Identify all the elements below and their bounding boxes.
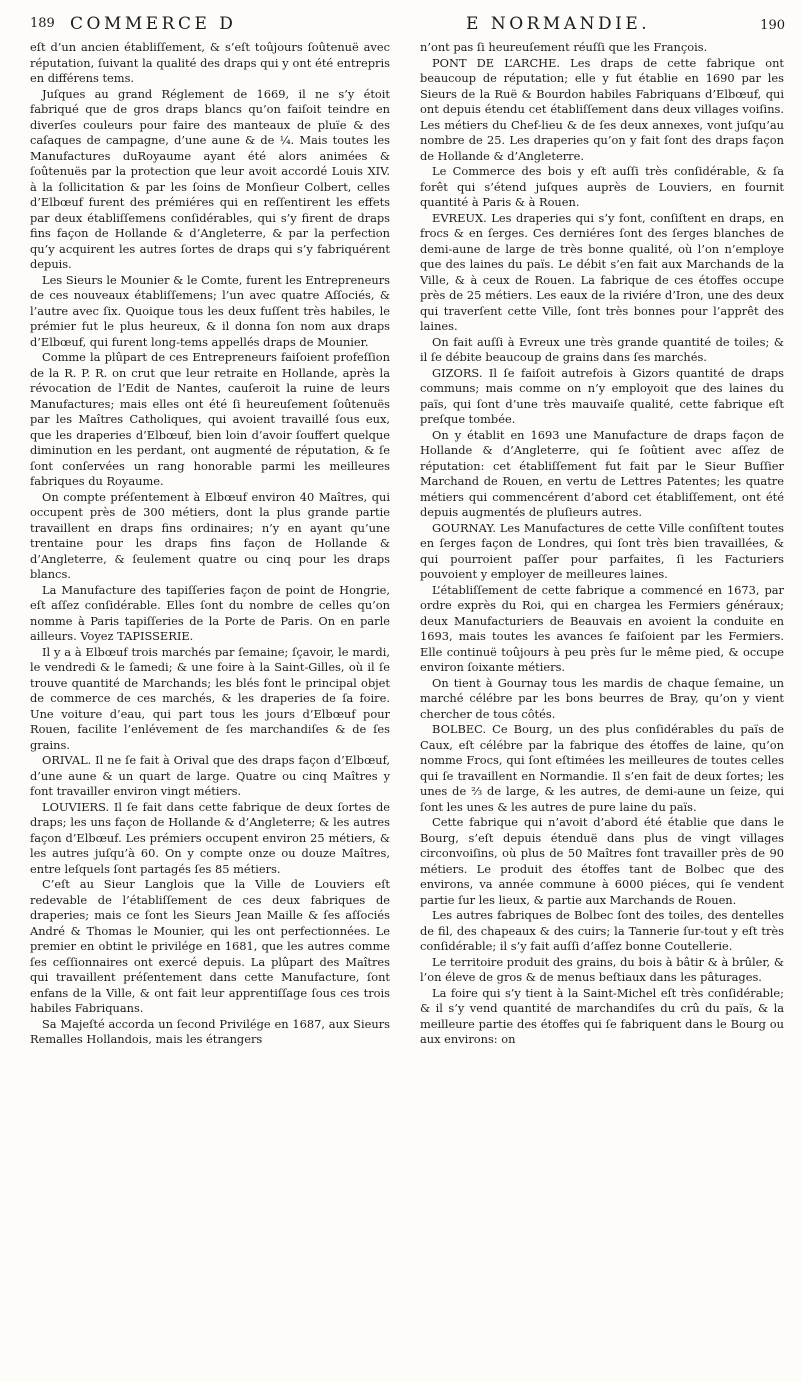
paragraph: Comme la plûpart de ces Entrepreneurs faiſoient profeſſion de la R. P. R. on crut que leur retraite en Hollande, après la révocation de l’Edit de Nantes, cauſeroit la ruine de leurs Manufactures; mais elles ont été ſi heureuſement ſoûtenuës par les Maîtres Catholiques, qui avoient travaillé ſous eux, que les draperies d’Elbœuf, bien loin d’avoir ſouffert quelque diminution en les perdant, ont augmenté de réputation, & ſe ſont conſervées un rang honorable parmi les meilleures fabriques du Royaume. (30, 350, 390, 488)
paragraph: La Manufacture des tapiſſeries façon de point de Hongrie, eſt aſſez conſidérable. Elles ſont du nombre de celles qu’on nomme à Paris tapiſſeries de la Porte de Paris. On en parle ailleurs. Voyez TAPISSERIE. (30, 582, 390, 643)
paragraph: GOURNAY. Les Manufactures de cette Ville conſiſtent toutes en ſerges façon de Londres, qui ſont très bien travaillées, & qui pourroient paſſer pour parfaites, ſi les Facturiers pouvoient y employer de meilleures laines. (420, 520, 784, 581)
paragraph: Il y a à Elbœuf trois marchés par ſemaine; ſçavoir, le mardi, le vendredi & le ſamedi; & une foire à la Saint-Gilles, où il ſe trouve quantité de Marchands; les blés font le principal objet de commerce de ces marchés, & les draperies de ſa foire. Une voiture d’eau, qui part tous les jours d’Elbœuf pour Rouen, facilite l’enlévement de ſes marchandiſes & de ſes grains. (30, 644, 390, 752)
paragraph: BOLBEC. Ce Bourg, un des plus conſidérables du païs de Caux, eſt célébre par la fabrique des étoffes de laine, qu’on nomme Frocs, qui ſont eſtimées les meilleures de toutes celles qui ſe travaillent en Normandie. Il s’en fait de deux ſortes; les unes de ⅔ de large, & les autres, de demi-aune un ſeize, qui ſont les unes & les autres de pure laine du païs. (420, 722, 784, 814)
running-title-right: E NORMANDIE. (466, 14, 651, 34)
running-title-left: COMMERCE D (70, 14, 237, 34)
paragraph: ORIVAL. Il ne ſe fait à Orival que des draps façon d’Elbœuf, d’une aune & un quart de large. Quatre ou cinq Maîtres y font travailler environ vingt métiers. (30, 753, 390, 798)
paragraph: On tient à Gournay tous les mardis de chaque ſemaine, un marché célébre par les bons beurres de Bray, qu’on y vient chercher de tous côtés. (420, 675, 784, 721)
paragraph: On compte préſentement à Elbœuf environ 40 Maîtres, qui occupent près de 300 métiers, dont la plus grande partie travaillent en draps fins ordinaires; n’y en ayant qu’une trentaine pour les draps fins façon de Hollande & d’Angleterre, & ſeulement quatre ou cinq pour les draps blancs. (30, 489, 390, 581)
running-head (30, 14, 785, 38)
page-number-right: 190 (760, 18, 785, 33)
paragraph: Les autres fabriques de Bolbec ſont des toiles, des dentelles de fil, des chapeaux & des cuirs; la Tannerie ſur-tout y eſt très conſidérable; il s’y fait auſſi d’aſſez bonne Coutellerie. (420, 908, 784, 953)
paragraph: On fait auſſi à Evreux une très grande quantité de toiles; & il ſe débite beaucoup de grains dans ſes marchés. (420, 334, 784, 364)
paragraph: Juſques au grand Réglement de 1669, il ne s’y étoit fabriqué que de gros draps blancs qu’on faiſoit teindre en diverſes couleurs pour faire des manteaux de pluïe & des caſaques de campagne, d’une aune & de ¼. Mais toutes les Manufactures duRoyaume ayant été alors animées & ſoûtenuës par la protection que leur avoit accordé Louis XIV. à la ſollicitation & par les ſoins de Monſieur Colbert, celles d’Elbœuf furent des prémiéres qui en reſſentirent les effets par deux établiſſemens conſidérables, qui s’y firent de draps fins façon de Hollande & d’Angleterre, & par la perfection qu’y acquirent les autres ſortes de draps qui s’y fabriquérent depuis. (30, 86, 390, 271)
paragraph: PONT DE L’ARCHE. Les draps de cette fabrique ont beaucoup de réputation; elle y fut établie en 1690 par les Sieurs de la Ruë & Bourdon habiles Fabriquans d’Elbœuf, qui ont depuis étendu cet établiſſement dans deux villages voiſins. Les métiers du Chef-lieu & de ſes deux annexes, vont juſqu’au nombre de 25. Les draperies qu’on y fait ſont des draps façon de Hollande & d’Angleterre. (420, 55, 784, 163)
paragraph: Sa Majeſté accorda un ſecond Privilége en 1687, aux Sieurs Remalles Hollandois, mais les étrangers (30, 1016, 390, 1046)
paragraph: Cette fabrique qui n’avoit d’abord été établie que dans le Bourg, s’eſt depuis étenduë dans plus de vingt villages circonvoiſins, où plus de 50 Maîtres font travailler près de 90 métiers. Le produit des étoffes tant de Bolbec que des environs, va année commune à 6000 piéces, qui ſe vendent partie ſur les lieux, & partie aux Marchands de Rouen. (420, 815, 784, 907)
paragraph: Les Sieurs le Mounier & le Comte, furent les Entrepreneurs de ces nouveaux établiſſemens; l’un avec quatre Aſſociés, & l’autre avec ſix. Quoique tous les deux fuſſent très habiles, le prémier fut le plus heureux, & il donna ſon nom aux draps d’Elbœuf, qui furent long-tems appellés draps de Mounier. (30, 272, 390, 349)
paragraph: EVREUX. Les draperies qui s’y font, conſiſtent en draps, en frocs & en ſerges. Ces derniéres ſont des ſerges blanches de demi-aune de large de très bonne qualité, où l’on n’employe que des laines du païs. Le débit s’en fait aux Marchands de la Ville, & à ceux de Rouen. La fabrique de ces étoffes occupe près de 25 métiers. Les eaux de la riviére d’Iron, une des deux qui traverſent cette Ville, ſont très bonnes pour l’apprêt des laines. (420, 210, 784, 333)
paragraph: Le territoire produit des grains, du bois à bâtir & à brûler, & l’on éleve de gros & de menus beſtiaux dans les pâturages. (420, 954, 784, 984)
paragraph: On y établit en 1693 une Manufacture de draps façon de Hollande & d’Angleterre, qui ſe ſoûtient avec aſſez de réputation: cet établiſſement fut fait par le Sieur Buſſier Marchand de Rouen, en vertu de Lettres Patentes; les quatre métiers qui commencérent d’abord cet établiſſement, ont été depuis augmentés de pluſieurs autres. (420, 427, 784, 519)
paragraph: n’ont pas ſi heureuſement réuſſi que les François. (420, 40, 708, 54)
paragraph: La foire qui s’y tient à la Saint-Michel eſt très conſidérable; & il s’y vend quantité de marchandiſes du crû du païs, & la meilleure partie des étoffes qui ſe fabriquent dans le Bourg ou aux environs: on (420, 985, 784, 1046)
page-number-left: 189 (30, 16, 55, 31)
right-column (420, 40, 784, 1048)
paragraph: eſt d’un ancien établiſſement, & s’eſt toûjours ſoûtenuë avec réputation, ſuivant la qualité des draps qui y ont été entrepris en différens tems. (30, 40, 390, 85)
left-column (30, 40, 390, 1048)
paragraph: LOUVIERS. Il ſe fait dans cette fabrique de deux ſortes de draps; les uns façon de Hollande & d’Angleterre; & les autres façon d’Elbœuf. Les prémiers occupent environ 25 métiers, & les autres juſqu’à 60. On y compte onze ou douze Maîtres, entre leſquels ſont partagés ſes 85 métiers. (30, 799, 390, 876)
paragraph: C’eſt au Sieur Langlois que la Ville de Louviers eſt redevable de l’établiſſement de ces deux fabriques de draperies; mais ce ſont les Sieurs Jean Maille & ſes aſſociés André & Thomas le Mounier, qui les ont perfectionnées. Le premier en obtint le privilége en 1681, que les autres comme ſes ceſſionnaires ont exercé depuis. La plûpart des Maîtres qui travaillent préſentement dans cette Manufacture, ſont enfans de la Ville, & ont fait leur apprentiſſage ſous ces trois habiles Fabriquans. (30, 877, 390, 1015)
paragraph: GIZORS. Il ſe faiſoit autrefois à Gizors quantité de draps communs; mais comme on n’y employoit que des laines du païs, qui ſont d’une très mauvaiſe qualité, cette fabrique eſt preſque tombée. (420, 365, 784, 426)
paragraph: L’établiſſement de cette fabrique a commencé en 1673, par ordre exprès du Roi, qui en chargea les Fermiers généraux; deux Manufacturiers de Beauvais en avoient la conduite en 1693, mais toutes les avances ſe faiſoient par les Fermiers. Elle continuë toûjours à peu près ſur le même pied, & occupe environ ſoixante métiers. (420, 582, 784, 674)
paragraph: Le Commerce des bois y eſt auſſi très conſidérable, & ſa forêt qui s’étend juſques auprès de Louviers, en fournit quantité à Paris & à Rouen. (420, 164, 784, 209)
